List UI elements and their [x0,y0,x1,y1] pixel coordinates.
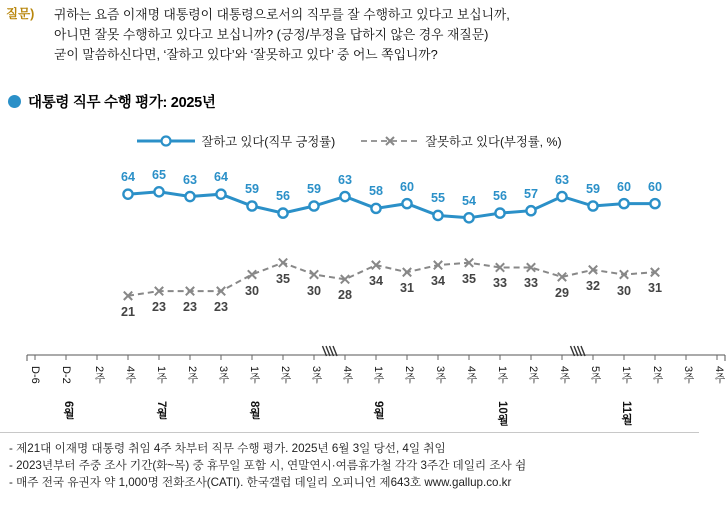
x-axis-tick-label: 2주 [527,366,539,384]
x-axis-tick-label: 4주 [558,366,570,384]
negative-value-label: 30 [244,283,259,298]
negative-value-label: 23 [151,300,166,315]
x-axis-tick-label: 4주 [341,366,353,384]
negative-value-label: 30 [306,283,321,298]
positive-value-label: 63 [337,172,352,187]
question-text-3: 굳이 말씀하신다면, ‘잘하고 있다’와 ‘잘못하고 있다’ 중 어느 쪽입니까? [54,47,438,62]
positive-value-label: 64 [120,170,135,185]
question-text-1: 귀하는 요즘 이재명 대통령이 대통령으로서의 직무를 잘 수행하고 있다고 보십니까, [54,7,510,22]
positive-value-label: 60 [616,179,631,194]
question-line-1 [0,6,699,23]
positive-value-label: 63 [182,172,197,187]
question-badge: 질문) [6,7,35,21]
positive-value-label: 63 [554,172,569,187]
x-axis-tick-label: 1주 [155,366,167,384]
x-axis-tick-label: 4주 [124,366,136,384]
question-line-3 [0,46,699,63]
negative-value-label: 30 [616,283,631,298]
x-axis-tick-label: 4주 [713,366,725,384]
negative-value-label: 23 [182,300,197,315]
x-axis-tick-label: 5주 [589,366,601,384]
negative-value-label: 35 [461,271,476,286]
x-axis-month-label: 10월 [496,401,508,426]
negative-value-label: 31 [399,281,414,296]
positive-value-label: 59 [585,182,600,196]
negative-value-label: 29 [554,285,569,300]
negative-value-label: 33 [492,276,507,291]
negative-value-label: 33 [523,276,538,291]
x-axis-tick-label: 2주 [186,366,198,384]
x-axis-tick-label: 3주 [310,366,322,384]
question-text-2: 아니면 잘못 수행하고 있다고 보십니까? (긍정/부정을 답하지 않은 경우 재질문) [54,27,489,42]
legend-item-negative [361,132,561,150]
positive-value-label: 56 [492,189,507,204]
negative-value-label: 34 [368,274,383,289]
negative-value-label: 32 [585,278,600,293]
x-axis-tick-label: D-6 [29,366,41,384]
positive-value-label: 58 [368,184,383,199]
footnote-3: - 매주 전국 유권자 약 1,000명 전화조사(CATI). 한국갤럽 데일리 오피니언 제643호 www.gallup.co.kr [9,476,512,489]
chart-title-row [8,91,216,112]
bullet-icon [8,95,21,108]
x-axis-tick-label: 2주 [403,366,415,384]
x-axis-month-label: 6월 [62,401,74,419]
negative-value-label: 31 [647,281,662,296]
x-axis-month-label: 7월 [155,401,167,419]
chart-legend [0,132,699,150]
x-axis-tick-label: 1주 [496,366,508,384]
positive-value-label: 55 [430,191,445,206]
positive-value-label: 60 [647,179,662,194]
x-axis-tick-label: 1주 [248,366,260,384]
x-axis-tick-label: 4주 [465,366,477,384]
question-line-2 [0,26,699,43]
question-block [0,6,699,66]
positive-value-label: 65 [151,167,166,182]
x-axis-month-label: 9월 [372,401,384,419]
negative-value-label: 35 [275,271,290,286]
x-axis-tick-label: 3주 [217,366,229,384]
legend-item-positive [137,132,335,150]
negative-value-label: 23 [213,300,228,315]
x-axis-tick-label: 2주 [651,366,663,384]
footnote-2: - 2023년부터 주중 조사 기간(화~목) 중 휴무일 포함 시, 연말연시·여름휴가철 각각 3주간 데일리 조사 쉼 [9,459,527,472]
x-axis-month-label: 11월 [620,401,632,425]
positive-value-label: 59 [244,182,259,196]
negative-value-label: 28 [337,288,352,303]
negative-value-label: 21 [120,304,135,319]
legend-line-solid-icon [137,134,195,148]
footnote-1: - 제21대 이재명 대통령 취임 4주 차부터 직무 수행 평가. 2025년 6월 3일 당선, 4일 취임 [9,442,446,455]
x-axis-tick-label: 1주 [372,366,384,384]
x-axis-month-label: 8월 [248,401,260,419]
legend-label-positive: 잘하고 있다(직무 긍정률) [201,135,336,149]
x-axis-tick-label: 3주 [434,366,446,384]
positive-value-label: 64 [213,170,228,185]
positive-value-label: 56 [275,189,290,204]
legend-line-dashed-icon [361,134,419,148]
chart-plot-area [0,150,699,350]
positive-value-label: 54 [461,193,476,208]
positive-value-label: 57 [523,186,538,201]
x-axis-tick-label: 2주 [93,366,105,384]
negative-value-label: 34 [430,274,445,289]
positive-value-label: 59 [306,182,321,196]
footnotes [0,432,699,491]
page-title: 대통령 직무 수행 평가: 2025년 [28,95,216,111]
x-axis-tick-label: 1주 [620,366,632,384]
legend-label-negative: 잘못하고 있다(부정률, %) [425,135,562,149]
x-axis-tick-label: 3주 [682,366,694,384]
x-axis-tick-label: D-2 [60,366,72,384]
positive-value-label: 60 [399,179,414,194]
x-axis-tick-label: 2주 [279,366,291,384]
